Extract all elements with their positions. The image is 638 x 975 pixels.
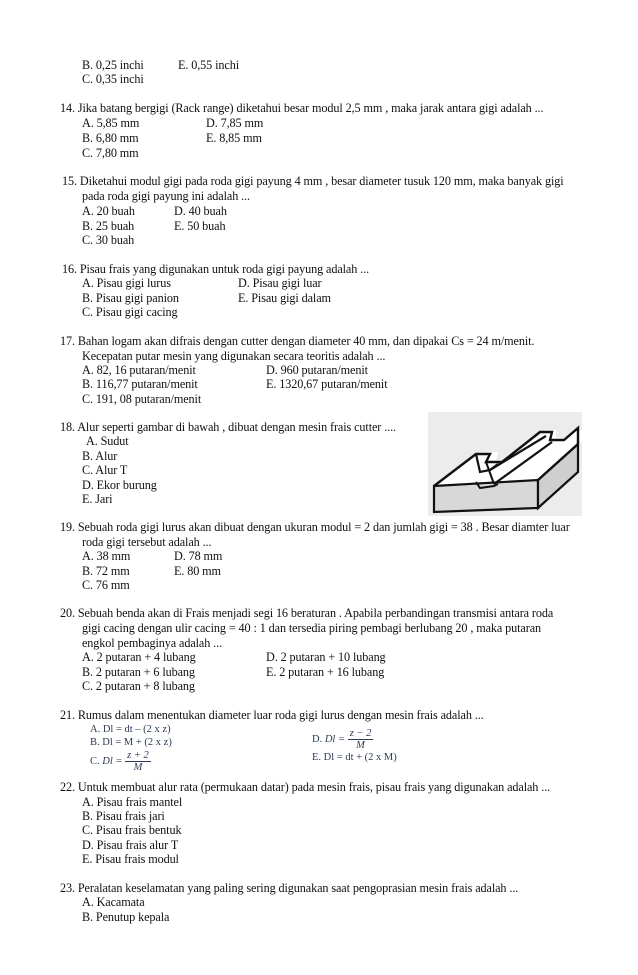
q18-option-a: A. Sudut: [86, 434, 129, 448]
q21-option-d-label: D.: [312, 734, 323, 745]
q19-option-b: B. 72 mm: [82, 564, 130, 578]
q19-option-d: D. 78 mm: [174, 549, 223, 563]
q17-option-d: D. 960 putaran/menit: [266, 363, 368, 377]
q19-option-e: E. 80 mm: [174, 564, 221, 578]
q15-option-d: D. 40 buah: [174, 204, 227, 218]
q19-option-a: A. 38 mm: [82, 549, 131, 563]
question-17-stem-cont: Kecepatan putar mesin yang digunakan secara teoritis adalah ...: [82, 349, 386, 363]
q21-option-d-lhs: Dl =: [324, 734, 346, 745]
q21-option-c-denominator: M: [133, 762, 143, 774]
question-17-stem: 17. Bahan logam akan difrais dengan cutter dengan diameter 40 mm, dan dipakai Cs = 24 m/menit.: [60, 334, 535, 348]
q21-option-d-fraction: [348, 728, 374, 751]
question-18-stem: 18. Alur seperti gambar di bawah , dibuat dengan mesin frais cutter ....: [60, 420, 396, 434]
q14-option-a: A. 5,85 mm: [82, 116, 140, 130]
q18-option-d: D. Ekor burung: [82, 478, 157, 492]
q19-option-c: C. 76 mm: [82, 578, 130, 592]
q21-option-a: A. Dl = dt – (2 x z): [90, 724, 171, 735]
q22-option-d: D. Pisau frais alur T: [82, 838, 179, 852]
q22-option-b: B. Pisau frais jari: [82, 809, 165, 823]
q21-option-c: [90, 750, 151, 774]
question-20-stem-cont2: engkol pembaginya adalah ...: [82, 636, 223, 650]
q17-option-b: B. 116,77 putaran/menit: [82, 377, 198, 391]
q16-option-e: E. Pisau gigi dalam: [238, 291, 331, 305]
question-19-stem-cont: roda gigi tersebut adalah ...: [82, 535, 212, 549]
q17-option-e: E. 1320,67 putaran/menit: [266, 377, 388, 391]
q15-option-e: E. 50 buah: [174, 219, 226, 233]
q14-option-e: E. 8,85 mm: [206, 131, 262, 145]
option-b: B. 0,25 inchi: [82, 58, 144, 72]
question-20-stem: 20. Sebuah benda akan di Frais menjadi segi 16 beraturan . Apabila perbandingan transmisi antara roda: [60, 606, 554, 620]
q18-option-e: E. Jari: [82, 492, 113, 506]
question-14-stem: 14. Jika batang bergigi (Rack range) diketahui besar modul 2,5 mm , maka jarak antara gigi adalah ...: [60, 101, 544, 115]
q16-option-d: D. Pisau gigi luar: [238, 276, 322, 290]
q14-option-b: B. 6,80 mm: [82, 131, 139, 145]
question-16-stem: 16. Pisau frais yang digunakan untuk roda gigi payung adalah ...: [62, 262, 370, 276]
question-15-stem: 15. Diketahui modul gigi pada roda gigi payung 4 mm , besar diameter tusuk 120 mm, maka banyak gigi: [62, 174, 564, 188]
groove-block-figure: [428, 412, 582, 516]
q23-option-b: B. Penutup kepala: [82, 910, 170, 924]
q20-option-a: A. 2 putaran + 4 lubang: [82, 650, 196, 664]
q16-option-b: B. Pisau gigi panion: [82, 291, 179, 305]
q16-option-a: A. Pisau gigi lurus: [82, 276, 171, 290]
option-c: C. 0,35 inchi: [82, 72, 144, 86]
q22-option-a: A. Pisau frais mantel: [82, 795, 183, 809]
q22-option-e: E. Pisau frais modul: [82, 852, 179, 866]
q20-option-d: D. 2 putaran + 10 lubang: [266, 650, 386, 664]
question-23-stem: 23. Peralatan keselamatan yang paling sering digunakan saat pengoprasian mesin frais adalah ...: [60, 881, 519, 895]
q14-option-d: D. 7,85 mm: [206, 116, 264, 130]
q18-option-b: B. Alur: [82, 449, 118, 463]
question-22-stem: 22. Untuk membuat alur rata (permukaan datar) pada mesin frais, pisau frais yang digunakan adalah ...: [60, 780, 551, 794]
q14-option-c: C. 7,80 mm: [82, 146, 139, 160]
q21-option-c-numerator: z + 2: [127, 750, 149, 762]
q17-option-a: A. 82, 16 putaran/menit: [82, 363, 196, 377]
q20-option-e: E. 2 putaran + 16 lubang: [266, 665, 385, 679]
q21-option-e: E. Dl = dt + (2 x M): [312, 752, 397, 763]
q21-option-b: B. Dl = M + (2 x z): [90, 737, 172, 748]
option-e: E. 0,55 inchi: [178, 58, 239, 72]
q21-option-c-lhs: Dl =: [102, 756, 123, 767]
question-15-stem-cont: pada roda gigi payung ini adalah ...: [82, 189, 250, 203]
q22-option-c: C. Pisau frais bentuk: [82, 823, 182, 837]
q21-option-d-numerator: z − 2: [349, 728, 372, 740]
question-21-stem: 21. Rumus dalam menentukan diameter luar roda gigi lurus dengan mesin frais adalah ...: [60, 708, 484, 722]
q15-option-b: B. 25 buah: [82, 219, 135, 233]
q23-option-a: A. Kacamata: [82, 895, 145, 909]
question-20-stem-cont: gigi cacing dengan ulir cacing = 40 : 1 dan tersedia piring pembagi berlubang 20 , maka putaran: [82, 621, 541, 635]
q17-option-c: C. 191, 08 putaran/menit: [82, 392, 202, 406]
q20-option-b: B. 2 putaran + 6 lubang: [82, 665, 195, 679]
q21-option-c-fraction: [125, 750, 151, 773]
q21-option-c-label: C.: [90, 756, 100, 767]
q15-option-c: C. 30 buah: [82, 233, 135, 247]
q18-option-c: C. Alur T: [82, 463, 128, 477]
q16-option-c: C. Pisau gigi cacing: [82, 305, 178, 319]
q20-option-c: C. 2 putaran + 8 lubang: [82, 679, 195, 693]
q15-option-a: A. 20 buah: [82, 204, 135, 218]
q21-option-d-denominator: M: [356, 740, 365, 752]
question-19-stem: 19. Sebuah roda gigi lurus akan dibuat dengan ukuran modul = 2 dan jumlah gigi = 38 . Besar diamter luar: [60, 520, 570, 534]
q21-option-d: [312, 728, 373, 752]
